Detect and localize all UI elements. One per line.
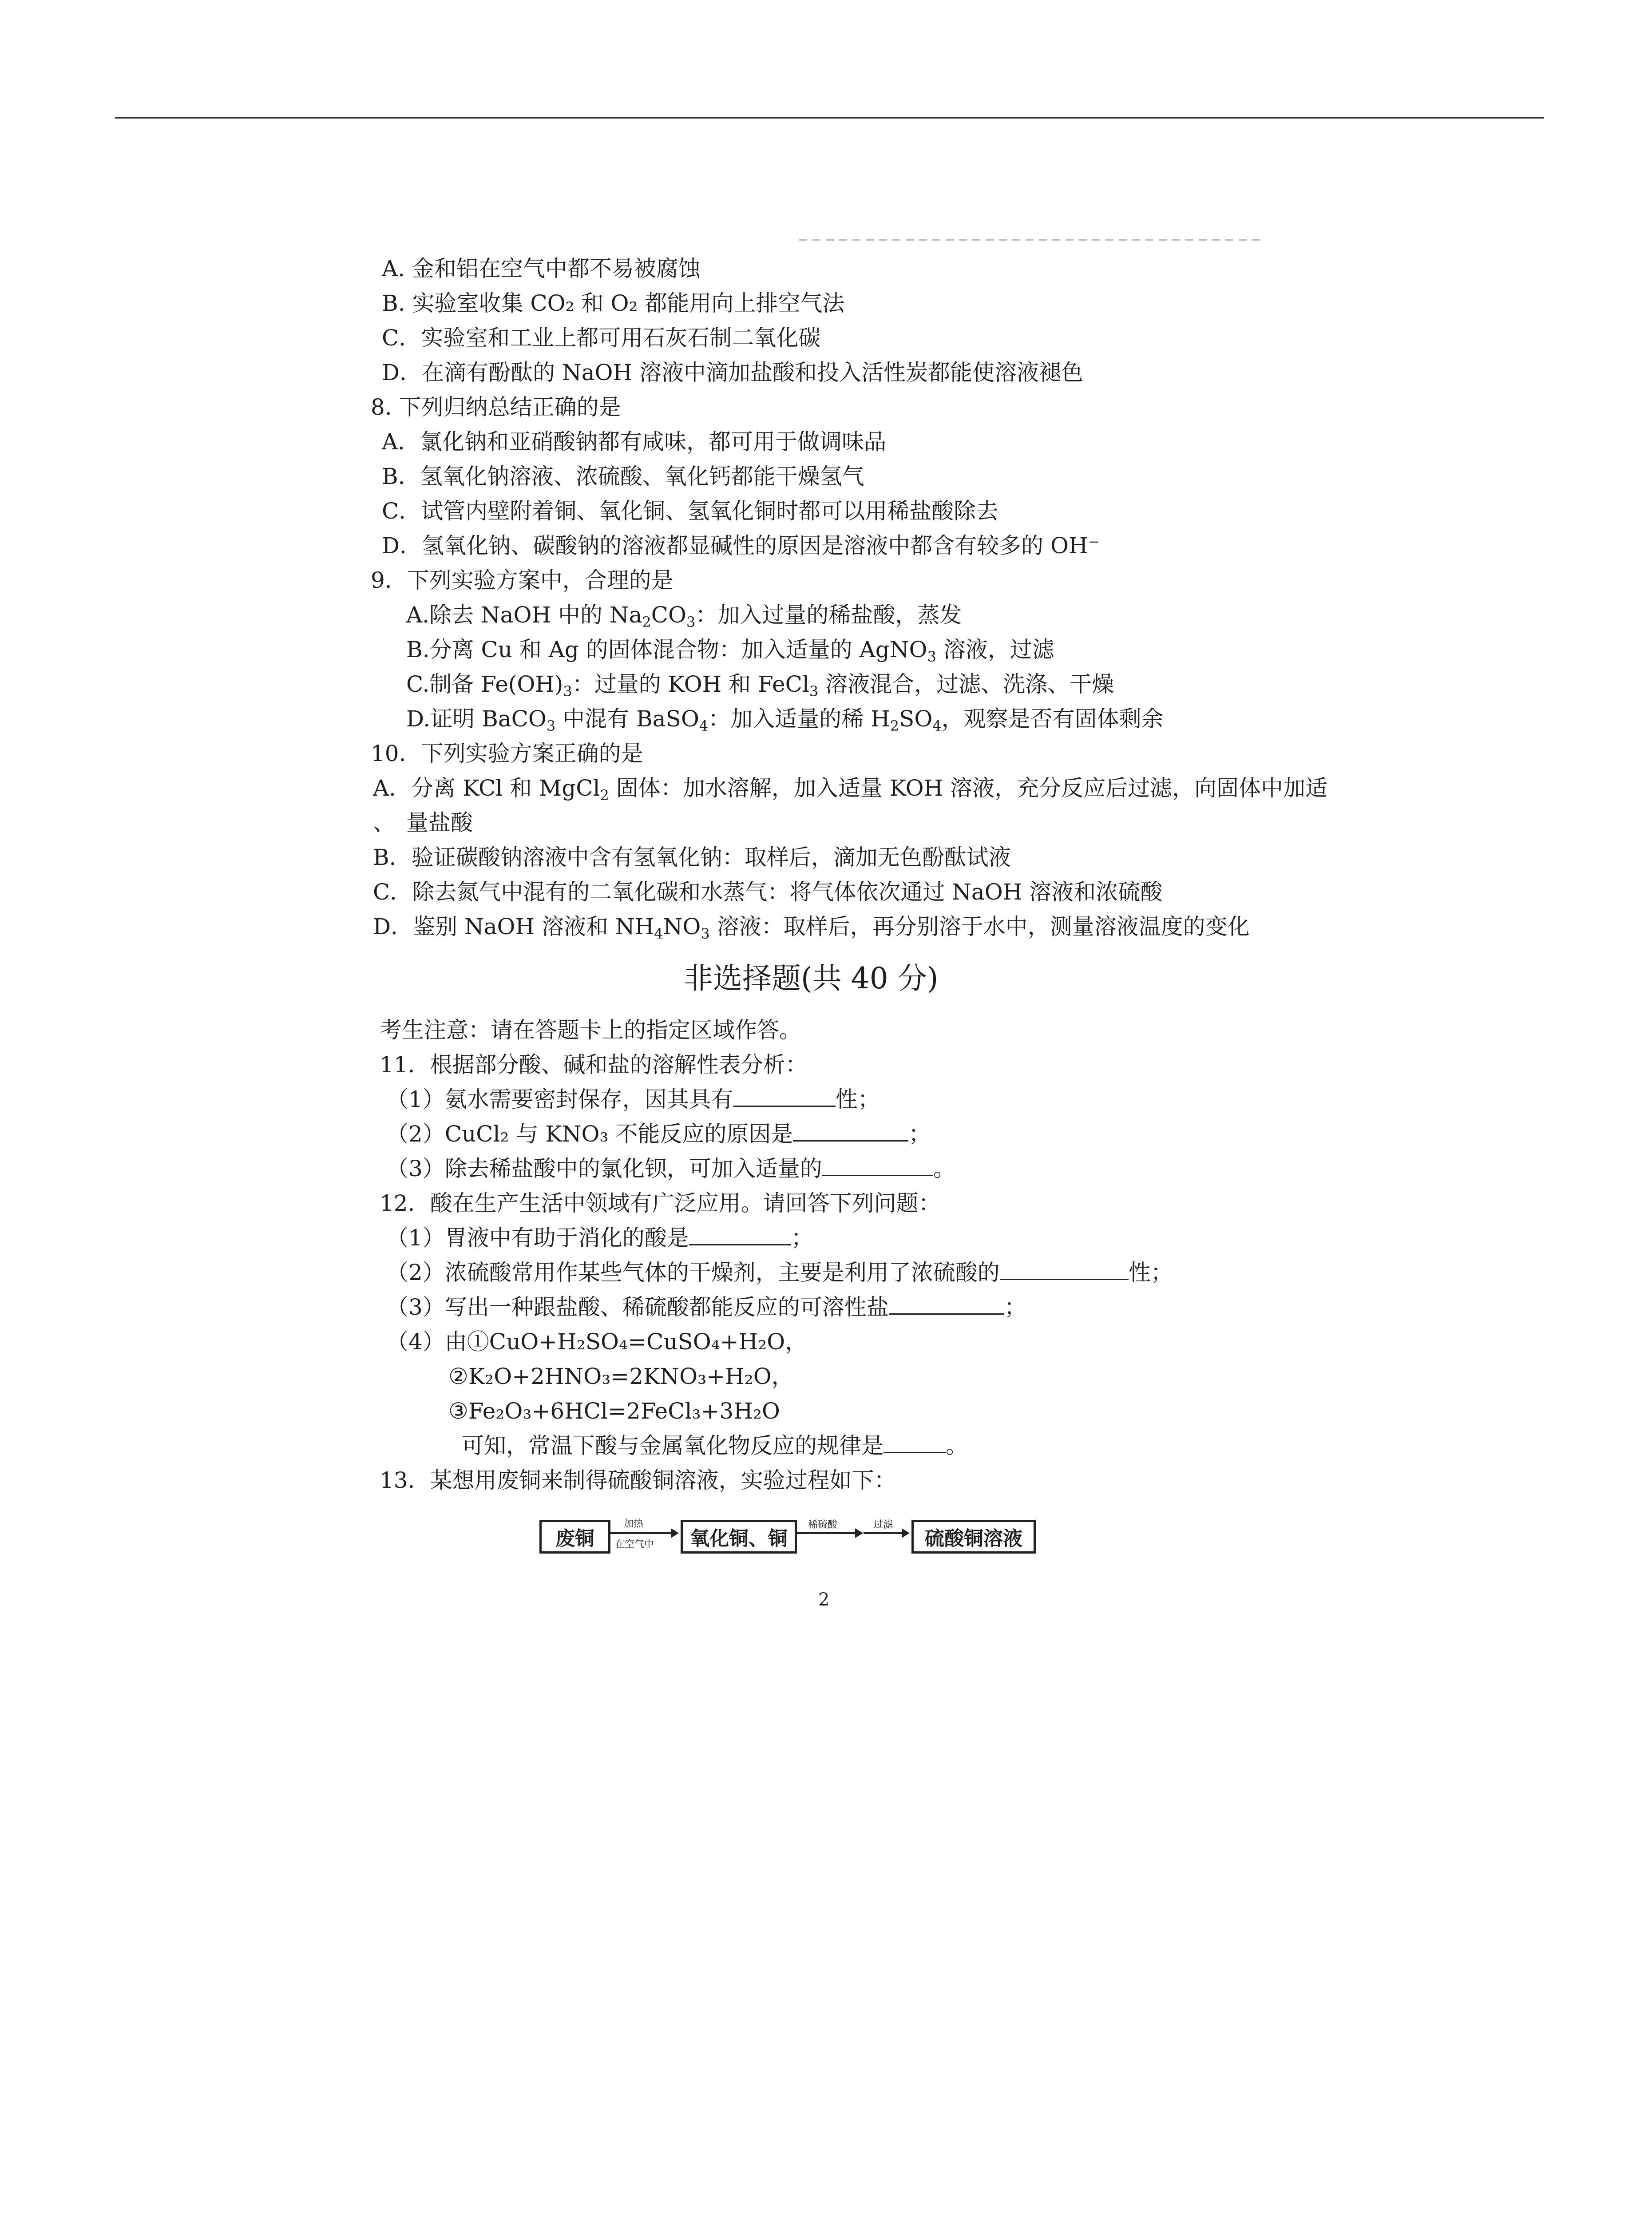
sub: 3: [809, 683, 819, 700]
q10-a-text: A．分离 KCl 和 MgCl: [373, 775, 600, 801]
q9-c-text2: ：过量的 KOH 和 FeCl: [572, 671, 809, 697]
q10-a-text2: 固体：加水溶解，加入适量 KOH 溶液，充分反应后过滤，向固体中加适: [609, 775, 1328, 801]
q9-option-a: A.除去 NaOH 中的 $Na_2CO_3$：加入过量的稀盐酸，蒸发: [406, 602, 962, 630]
q8-stem: 8. 下列归纳总结正确的是: [371, 394, 621, 420]
q8-option-c: C．试管内壁附着铜、氧化铜、氢氧化铜时都可以用稀盐酸除去: [382, 498, 998, 524]
answer-blank[interactable]: [733, 1089, 836, 1107]
q8-option-d: D．氢氧化钠、碳酸钠的溶液都显碱性的原因是溶液中都含有较多的 OH⁻: [382, 533, 1100, 559]
q11-stem: 11．根据部分酸、碱和盐的溶解性表分析：: [380, 1052, 808, 1078]
sub: 3: [701, 925, 710, 942]
flow-arrow-3: [864, 1532, 908, 1534]
q13-stem: 13．某想用废铜来制得硫酸铜溶液，实验过程如下：: [380, 1467, 896, 1493]
flow-arrow-1-bottom: 在空气中: [615, 1539, 654, 1550]
flow-arrow-1-top: 加热: [624, 1518, 644, 1530]
q12-p2-text: （2）浓硫酸常用作某些气体的干燥剂，主要是利用了浓硫酸的: [386, 1260, 1000, 1285]
q13-flow-diagram: [539, 1512, 1037, 1565]
q9-stem: 9．下列实验方案中，合理的是: [371, 567, 673, 593]
sub: 4: [932, 718, 942, 734]
answer-blank[interactable]: [1000, 1262, 1129, 1280]
answer-blank[interactable]: [793, 1123, 908, 1142]
flow-arrow-1: [608, 1532, 677, 1534]
q9-option-b: [406, 636, 1054, 663]
q12-part2: [386, 1259, 1173, 1286]
q10-d-text2: 溶液：取样后，再分别溶于水中，测量溶液温度的变化: [709, 914, 1250, 940]
q12-p1-text: （1）胃液中有助于消化的酸是: [386, 1225, 689, 1251]
page-number-center: 2: [818, 1590, 830, 1610]
q12-p2-end: 性；: [1128, 1260, 1173, 1285]
sub: 3: [927, 648, 936, 665]
q12-p4d-end: 。: [946, 1433, 968, 1459]
answer-blank[interactable]: [822, 1158, 933, 1176]
flow-arrow-2-top: 稀硫酸: [808, 1519, 838, 1530]
flow-arrow-2: [795, 1532, 861, 1534]
q12-conclusion: [462, 1432, 968, 1459]
q11-part3: [386, 1155, 955, 1182]
sub: 3: [563, 683, 572, 700]
q12-part4: （4）由①CuO+H₂SO₄=CuSO₄+H₂O，: [386, 1329, 808, 1355]
q7-option-d: D．在滴有酚酞的 NaOH 溶液中滴加盐酸和投入活性炭都能使溶液褪色: [382, 360, 1084, 385]
q10-option-b: B．验证碳酸钠溶液中含有氢氧化钠：取样后，滴加无色酚酞试液: [373, 844, 1011, 870]
sub: 2: [890, 718, 899, 734]
q9-c-text3: 溶液混合，过滤、洗涤、干燥: [818, 671, 1114, 697]
q12-p1-end: ；: [791, 1225, 813, 1251]
sub: 2: [600, 787, 609, 804]
q10-stem: 10．下列实验方案正确的是: [371, 741, 643, 766]
q11-p3-end: 。: [933, 1156, 955, 1181]
q10-option-a-cont: 、 量盐酸: [373, 810, 473, 836]
answer-blank[interactable]: [883, 1435, 946, 1453]
header-rule: [115, 117, 1544, 119]
answer-blank[interactable]: [689, 1227, 791, 1245]
q12-eq3: ③Fe₂O₃+6HCl=2FeCl₃+3H₂O: [448, 1398, 780, 1424]
sub: 2: [642, 614, 651, 630]
q10-option-c: C．除去氮气中混有的二氧化碳和水蒸气：将气体依次通过 NaOH 溶液和浓硫酸: [373, 879, 1163, 905]
q7-option-c: C．实验室和工业上都可用石灰石制二氧化碳: [382, 325, 821, 351]
q10-option-a: [373, 775, 1328, 804]
q12-p3-end: ；: [1004, 1294, 1026, 1320]
sub: 4: [654, 925, 663, 942]
q11-p2-text: （2）CuCl₂ 与 KNO₃ 不能反应的原因是: [386, 1121, 793, 1147]
flow-box-copper-oxide: 氧化铜、铜: [681, 1520, 797, 1554]
sub: 4: [699, 718, 709, 734]
q9-c-text: C.制备 Fe(OH): [406, 671, 563, 697]
q9-option-c: [406, 671, 1114, 698]
q11-p1-end: 性；: [835, 1086, 880, 1112]
notice: 考生注意：请在答题卡上的指定区域作答。: [380, 1017, 801, 1043]
q9-b-text2: 溶液，过滤: [936, 637, 1054, 662]
q12-eq2: ②K₂O+2HNO₃=2KNO₃+H₂O，: [448, 1364, 794, 1389]
flow-box-copper-sulfate: 硫酸铜溶液: [911, 1520, 1036, 1554]
section-title: 非选择题(共 40 分): [684, 961, 939, 995]
q9-d-text2: 中混有 BaSO: [555, 706, 699, 732]
sub: 3: [546, 718, 556, 734]
q10-d-text: D．鉴别 NaOH 溶液和 NH: [373, 914, 654, 940]
q8-option-b: B．氢氧化钠溶液、浓硫酸、氧化钙都能干燥氢气: [382, 464, 864, 489]
q9-d-text4: ，观察是否有固体剩余: [941, 706, 1164, 732]
sub: 3: [686, 614, 696, 630]
q11-part2: [386, 1121, 931, 1147]
q11-p3-text: （3）除去稀盐酸中的氯化钡，可加入适量的: [386, 1156, 822, 1181]
q8-option-a: A．氯化钠和亚硝酸钠都有咸味，都可用于做调味品: [382, 429, 887, 455]
q9-a-text2: ：加入过量的稀盐酸，蒸发: [695, 602, 962, 628]
flow-box-waste-copper: 废铜: [539, 1520, 610, 1554]
q7-option-b: B. 实验室收集 CO₂ 和 O₂ 都能用向上排空气法: [382, 290, 845, 316]
q12-stem: 12．酸在生产生活中领域有广泛应用。请回答下列问题：: [380, 1190, 941, 1216]
q12-p3-text: （3）写出一种跟盐酸、稀硫酸都能反应的可溶性盐: [386, 1294, 889, 1320]
q10-option-d: D．鉴别 NaOH 溶液和 $NH_4NO_3$ 溶液：取样后，再分别溶于水中，测量溶液温度的变化: [373, 914, 1250, 942]
q9-option-d: D.证明 BaCO$_3$ 中混有 BaSO$_4$：加入适量的稀 $H_2SO_4$，观察是否有固体剩余: [406, 706, 1164, 734]
q9-a-text: A.除去 NaOH 中的 Na: [406, 602, 642, 628]
answer-blank[interactable]: [889, 1296, 1004, 1315]
flow-arrow-3-top: 过滤: [873, 1519, 893, 1530]
scan-artifact: [799, 239, 1265, 241]
q12-p4d-text: 可知，常温下酸与金属氧化物反应的规律是: [462, 1433, 883, 1459]
q11-p2-end: ；: [908, 1121, 931, 1147]
q12-part3: [386, 1294, 1026, 1320]
q11-p1-text: （1）氨水需要密封保存，因其具有: [386, 1086, 733, 1112]
q12-part1: [386, 1225, 813, 1251]
q7-option-a: A. 金和铝在空气中都不易被腐蚀: [382, 256, 701, 281]
q9-d-text3: ：加入适量的稀 H: [708, 706, 890, 732]
q9-b-text: B.分离 Cu 和 Ag 的固体混合物：加入适量的 AgNO: [406, 637, 927, 662]
q11-part1: [386, 1086, 880, 1113]
q9-d-text: D.证明 BaCO: [406, 706, 547, 732]
